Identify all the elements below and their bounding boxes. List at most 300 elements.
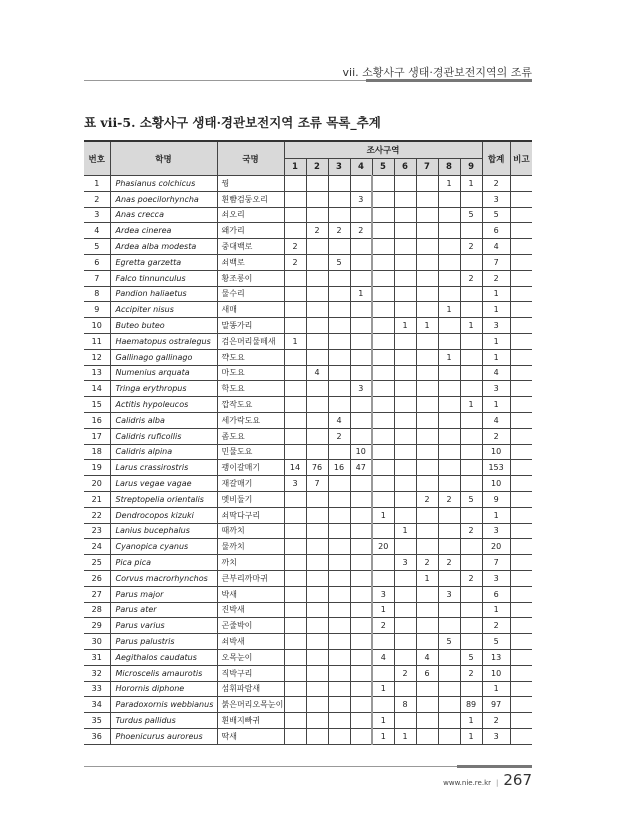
korean-name: 딱새 [217, 728, 284, 744]
zone-count-7 [416, 476, 438, 492]
note-cell [510, 618, 532, 634]
total-count: 2 [482, 270, 510, 286]
zone-count-9 [460, 444, 482, 460]
zone-count-1 [284, 286, 306, 302]
zone-count-4 [350, 634, 372, 650]
scientific-name: Horornis diphone [110, 681, 217, 697]
zone-count-6 [394, 302, 416, 318]
zone-count-1 [284, 349, 306, 365]
zone-count-2 [306, 539, 328, 555]
note-cell [510, 207, 532, 223]
row-number: 8 [84, 286, 110, 302]
zone-count-7 [416, 397, 438, 413]
total-count: 4 [482, 412, 510, 428]
zone-count-1 [284, 634, 306, 650]
zone-count-2 [306, 713, 328, 729]
note-cell [510, 191, 532, 207]
zone-count-1 [284, 618, 306, 634]
zone-count-7 [416, 349, 438, 365]
zone-count-6 [394, 649, 416, 665]
zone-count-1 [284, 191, 306, 207]
zone-count-7 [416, 697, 438, 713]
total-count: 9 [482, 491, 510, 507]
zone-header-4: 4 [350, 159, 372, 176]
note-cell [510, 349, 532, 365]
zone-count-2 [306, 176, 328, 192]
korean-name: 중대백로 [217, 239, 284, 255]
zone-count-1: 3 [284, 476, 306, 492]
zone-count-1: 2 [284, 239, 306, 255]
scientific-name: Falco tinnunculus [110, 270, 217, 286]
zone-count-4 [350, 618, 372, 634]
zone-count-6 [394, 176, 416, 192]
zone-count-5: 1 [372, 507, 394, 523]
zone-count-7 [416, 412, 438, 428]
table-row [84, 507, 532, 523]
note-cell [510, 318, 532, 334]
row-number: 9 [84, 302, 110, 318]
korean-name: 재갈매기 [217, 476, 284, 492]
note-cell [510, 555, 532, 571]
zone-count-8 [438, 412, 460, 428]
scientific-name: Actitis hypoleucos [110, 397, 217, 413]
zone-count-5 [372, 397, 394, 413]
zone-count-3 [328, 507, 350, 523]
zone-count-5 [372, 333, 394, 349]
zone-count-3 [328, 207, 350, 223]
zone-count-3 [328, 318, 350, 334]
zone-count-9 [460, 460, 482, 476]
zone-count-9 [460, 223, 482, 239]
zone-count-1: 14 [284, 460, 306, 476]
zone-count-2 [306, 618, 328, 634]
zone-count-7: 1 [416, 570, 438, 586]
zone-count-6 [394, 586, 416, 602]
note-cell [510, 333, 532, 349]
total-count: 5 [482, 634, 510, 650]
total-count: 3 [482, 570, 510, 586]
zone-count-9: 1 [460, 318, 482, 334]
footer [443, 771, 532, 789]
zone-count-7 [416, 365, 438, 381]
zone-count-9 [460, 286, 482, 302]
zone-count-7 [416, 270, 438, 286]
scientific-name: Parus palustris [110, 634, 217, 650]
total-count: 7 [482, 555, 510, 571]
zone-count-9 [460, 381, 482, 397]
zone-count-9: 2 [460, 270, 482, 286]
zone-count-7 [416, 223, 438, 239]
korean-name: 마도요 [217, 365, 284, 381]
scientific-name: Calidris alba [110, 412, 217, 428]
note-cell [510, 286, 532, 302]
zone-count-3 [328, 586, 350, 602]
zone-count-1 [284, 412, 306, 428]
zone-count-5 [372, 570, 394, 586]
total-count: 1 [482, 333, 510, 349]
total-count: 1 [482, 602, 510, 618]
korean-name: 황조롱이 [217, 270, 284, 286]
zone-count-7 [416, 444, 438, 460]
zone-count-3 [328, 697, 350, 713]
zone-count-8 [438, 239, 460, 255]
zone-count-9 [460, 681, 482, 697]
zone-count-3 [328, 286, 350, 302]
zone-count-7 [416, 333, 438, 349]
zone-count-9 [460, 602, 482, 618]
zone-count-4 [350, 507, 372, 523]
row-number: 5 [84, 239, 110, 255]
zone-count-7 [416, 713, 438, 729]
table-row [84, 270, 532, 286]
row-number: 4 [84, 223, 110, 239]
zone-count-2 [306, 649, 328, 665]
korean-name: 민물도요 [217, 444, 284, 460]
total-count: 6 [482, 586, 510, 602]
zone-count-1 [284, 681, 306, 697]
row-number: 22 [84, 507, 110, 523]
zone-count-2 [306, 555, 328, 571]
zone-count-7 [416, 302, 438, 318]
korean-name: 물수리 [217, 286, 284, 302]
korean-name: 오목눈이 [217, 649, 284, 665]
table-row [84, 602, 532, 618]
note-cell [510, 397, 532, 413]
zone-count-5 [372, 476, 394, 492]
zone-count-9: 1 [460, 713, 482, 729]
zone-count-1 [284, 555, 306, 571]
zone-count-6: 1 [394, 318, 416, 334]
zone-count-8 [438, 681, 460, 697]
scientific-name: Larus vegae vagae [110, 476, 217, 492]
zone-count-3 [328, 191, 350, 207]
total-count: 4 [482, 365, 510, 381]
zone-count-4 [350, 649, 372, 665]
zone-count-5: 1 [372, 713, 394, 729]
row-number: 3 [84, 207, 110, 223]
zone-count-1 [284, 270, 306, 286]
zone-count-4 [350, 697, 372, 713]
zone-count-2 [306, 586, 328, 602]
row-number: 18 [84, 444, 110, 460]
zone-count-8 [438, 333, 460, 349]
zone-count-4: 3 [350, 381, 372, 397]
zone-count-5 [372, 176, 394, 192]
korean-name: 흰배지빠귀 [217, 713, 284, 729]
zone-count-3: 2 [328, 223, 350, 239]
korean-name: 까치 [217, 555, 284, 571]
scientific-name: Streptopelia orientalis [110, 491, 217, 507]
zone-count-1 [284, 397, 306, 413]
zone-count-3 [328, 270, 350, 286]
total-count: 1 [482, 286, 510, 302]
zone-count-5 [372, 365, 394, 381]
scientific-name: Aegithalos caudatus [110, 649, 217, 665]
zone-count-3 [328, 349, 350, 365]
zone-count-8 [438, 539, 460, 555]
col-header-no: 번호 [84, 141, 110, 176]
row-number: 27 [84, 586, 110, 602]
zone-count-9: 5 [460, 491, 482, 507]
zone-count-6 [394, 713, 416, 729]
zone-count-5: 1 [372, 602, 394, 618]
zone-count-8 [438, 460, 460, 476]
zone-count-3 [328, 681, 350, 697]
zone-count-6 [394, 618, 416, 634]
zone-count-2 [306, 444, 328, 460]
zone-count-5 [372, 318, 394, 334]
zone-count-9 [460, 539, 482, 555]
zone-count-1 [284, 176, 306, 192]
note-cell [510, 713, 532, 729]
zone-count-4 [350, 302, 372, 318]
zone-count-4 [350, 270, 372, 286]
table-row [84, 428, 532, 444]
zone-count-4 [350, 555, 372, 571]
zone-count-5 [372, 270, 394, 286]
zone-count-8 [438, 602, 460, 618]
korean-name: 박새 [217, 586, 284, 602]
table-row [84, 412, 532, 428]
row-number: 31 [84, 649, 110, 665]
zone-count-3: 5 [328, 254, 350, 270]
scientific-name: Larus crassirostris [110, 460, 217, 476]
zone-count-8 [438, 697, 460, 713]
korean-name: 세가락도요 [217, 412, 284, 428]
zone-count-7 [416, 254, 438, 270]
row-number: 30 [84, 634, 110, 650]
zone-count-2 [306, 207, 328, 223]
scientific-name: Buteo buteo [110, 318, 217, 334]
zone-count-8 [438, 397, 460, 413]
zone-count-8 [438, 365, 460, 381]
note-cell [510, 223, 532, 239]
table-row [84, 586, 532, 602]
zone-count-5 [372, 223, 394, 239]
korean-name: 큰부리까마귀 [217, 570, 284, 586]
row-number: 6 [84, 254, 110, 270]
zone-count-1 [284, 586, 306, 602]
korean-name: 쇠백로 [217, 254, 284, 270]
zone-count-7 [416, 586, 438, 602]
zone-count-4 [350, 397, 372, 413]
zone-count-9: 1 [460, 397, 482, 413]
zone-count-8 [438, 381, 460, 397]
note-cell [510, 491, 532, 507]
total-count: 7 [482, 254, 510, 270]
note-cell [510, 507, 532, 523]
zone-count-7: 4 [416, 649, 438, 665]
zone-count-7: 2 [416, 491, 438, 507]
zone-count-3 [328, 381, 350, 397]
korean-name: 괭이갈매기 [217, 460, 284, 476]
note-cell [510, 302, 532, 318]
total-count: 2 [482, 713, 510, 729]
scientific-name: Dendrocopos kizuki [110, 507, 217, 523]
zone-count-2 [306, 602, 328, 618]
zone-count-4 [350, 239, 372, 255]
total-count: 10 [482, 444, 510, 460]
note-cell [510, 681, 532, 697]
row-number: 36 [84, 728, 110, 744]
zone-count-2 [306, 728, 328, 744]
zone-count-5 [372, 349, 394, 365]
korean-name: 진박새 [217, 602, 284, 618]
table-row [84, 444, 532, 460]
zone-count-4 [350, 491, 372, 507]
zone-count-9: 5 [460, 649, 482, 665]
zone-count-7: 6 [416, 665, 438, 681]
korean-name: 물까치 [217, 539, 284, 555]
zone-count-5 [372, 302, 394, 318]
zone-count-3: 4 [328, 412, 350, 428]
col-header-survey-zone: 조사구역 [284, 141, 482, 159]
zone-count-2 [306, 302, 328, 318]
zone-count-2 [306, 412, 328, 428]
korean-name: 곤줄박이 [217, 618, 284, 634]
scientific-name: Corvus macrorhynchos [110, 570, 217, 586]
zone-count-4 [350, 665, 372, 681]
zone-count-2 [306, 697, 328, 713]
zone-count-8 [438, 618, 460, 634]
zone-count-3 [328, 713, 350, 729]
zone-count-7 [416, 602, 438, 618]
korean-name: 새매 [217, 302, 284, 318]
total-count: 1 [482, 302, 510, 318]
zone-count-6 [394, 286, 416, 302]
table-row [84, 286, 532, 302]
row-number: 33 [84, 681, 110, 697]
row-number: 13 [84, 365, 110, 381]
zone-count-9 [460, 412, 482, 428]
zone-count-2 [306, 270, 328, 286]
zone-count-9: 5 [460, 207, 482, 223]
note-cell [510, 539, 532, 555]
scientific-name: Microscelis amaurotis [110, 665, 217, 681]
zone-count-1 [284, 713, 306, 729]
zone-count-3 [328, 397, 350, 413]
zone-count-9 [460, 476, 482, 492]
zone-count-8 [438, 507, 460, 523]
zone-count-1 [284, 207, 306, 223]
zone-header-7: 7 [416, 159, 438, 176]
zone-header-6: 6 [394, 159, 416, 176]
footer-separator: | [496, 779, 499, 787]
table-row [84, 381, 532, 397]
zone-count-3 [328, 491, 350, 507]
row-number: 11 [84, 333, 110, 349]
zone-count-9 [460, 191, 482, 207]
zone-count-4: 2 [350, 223, 372, 239]
row-number: 7 [84, 270, 110, 286]
zone-count-2 [306, 428, 328, 444]
zone-count-2: 4 [306, 365, 328, 381]
row-number: 16 [84, 412, 110, 428]
zone-count-4 [350, 570, 372, 586]
total-count: 3 [482, 728, 510, 744]
row-number: 15 [84, 397, 110, 413]
total-count: 2 [482, 428, 510, 444]
korean-name: 쇠오리 [217, 207, 284, 223]
zone-count-6 [394, 444, 416, 460]
zone-count-2 [306, 254, 328, 270]
col-header-korean-name: 국명 [217, 141, 284, 176]
table-row [84, 618, 532, 634]
scientific-name: Turdus pallidus [110, 713, 217, 729]
zone-count-9 [460, 586, 482, 602]
zone-count-5 [372, 254, 394, 270]
zone-count-7 [416, 728, 438, 744]
zone-count-9 [460, 365, 482, 381]
total-count: 3 [482, 318, 510, 334]
zone-count-1 [284, 365, 306, 381]
scientific-name: Anas crecca [110, 207, 217, 223]
table-row [84, 397, 532, 413]
zone-count-5 [372, 412, 394, 428]
korean-name: 꿩 [217, 176, 284, 192]
zone-count-7 [416, 634, 438, 650]
zone-count-2 [306, 665, 328, 681]
zone-count-3 [328, 239, 350, 255]
table-row [84, 176, 532, 192]
zone-count-8: 2 [438, 491, 460, 507]
zone-count-2 [306, 333, 328, 349]
zone-count-1 [284, 507, 306, 523]
zone-count-6 [394, 270, 416, 286]
zone-count-3 [328, 665, 350, 681]
zone-header-2: 2 [306, 159, 328, 176]
zone-count-8 [438, 318, 460, 334]
total-count: 1 [482, 397, 510, 413]
zone-count-6 [394, 539, 416, 555]
zone-count-7 [416, 191, 438, 207]
zone-count-5: 1 [372, 728, 394, 744]
korean-name: 때까치 [217, 523, 284, 539]
korean-name: 좀도요 [217, 428, 284, 444]
total-count: 20 [482, 539, 510, 555]
zone-count-7 [416, 428, 438, 444]
zone-count-8: 1 [438, 176, 460, 192]
zone-count-6 [394, 681, 416, 697]
zone-count-2 [306, 397, 328, 413]
zone-count-5 [372, 491, 394, 507]
zone-count-8: 1 [438, 349, 460, 365]
total-count: 1 [482, 507, 510, 523]
zone-count-4 [350, 602, 372, 618]
zone-count-1 [284, 570, 306, 586]
zone-count-1 [284, 381, 306, 397]
scientific-name: Pandion haliaetus [110, 286, 217, 302]
zone-count-9 [460, 634, 482, 650]
zone-count-1 [284, 649, 306, 665]
table-row [84, 239, 532, 255]
total-count: 1 [482, 349, 510, 365]
page-number: 267 [503, 771, 532, 789]
zone-count-7: 2 [416, 555, 438, 571]
zone-count-6 [394, 507, 416, 523]
table-row [84, 649, 532, 665]
total-count: 13 [482, 649, 510, 665]
zone-count-3: 16 [328, 460, 350, 476]
col-header-total: 합계 [482, 141, 510, 176]
zone-count-8: 5 [438, 634, 460, 650]
zone-count-4 [350, 428, 372, 444]
zone-count-4 [350, 728, 372, 744]
row-number: 1 [84, 176, 110, 192]
zone-count-4 [350, 681, 372, 697]
korean-name: 꺅도요 [217, 349, 284, 365]
scientific-name: Numenius arquata [110, 365, 217, 381]
